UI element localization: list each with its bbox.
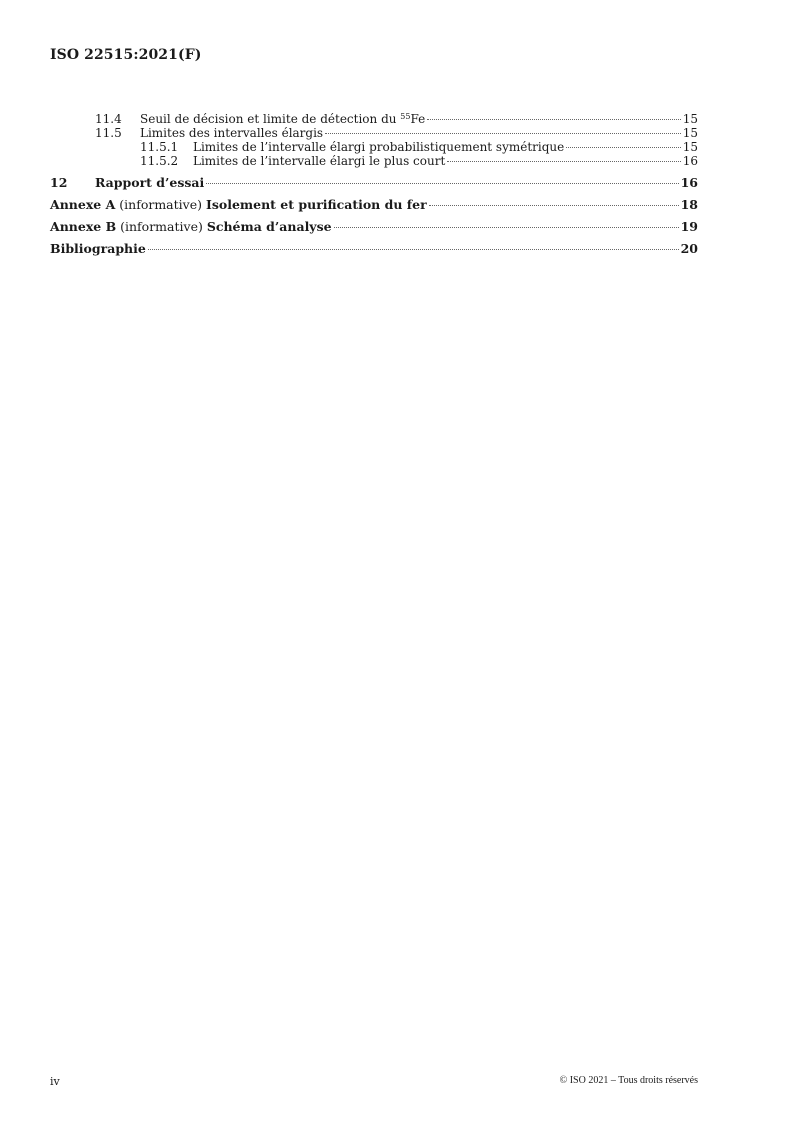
toc-page-number: 19 bbox=[680, 219, 698, 234]
toc-entry-title: Seuil de décision et limite de détection du $^{55}$Fe bbox=[140, 112, 426, 126]
toc-page-number: 15 bbox=[682, 112, 698, 126]
footer-copyright: © ISO 2021 – Tous droits réservés bbox=[559, 1075, 698, 1086]
dot-leader bbox=[148, 249, 679, 250]
toc-entry-title: Rapport d’essai bbox=[95, 175, 205, 190]
annex-label: Annexe B bbox=[50, 219, 117, 234]
toc-page-number: 16 bbox=[680, 175, 698, 190]
toc-entry-number: 11.5 bbox=[95, 126, 122, 140]
dot-leader bbox=[334, 227, 679, 228]
toc-entry-annex-b[interactable] bbox=[50, 216, 698, 238]
toc-entry-title bbox=[50, 194, 427, 216]
toc-page-number: 16 bbox=[682, 154, 698, 168]
document-id: ISO 22515:2021(F) bbox=[50, 47, 202, 63]
footer-page-number: iv bbox=[50, 1075, 60, 1088]
dot-leader bbox=[429, 205, 679, 206]
toc-entry-11-5-2[interactable] bbox=[50, 154, 698, 168]
table-of-contents bbox=[50, 112, 698, 260]
toc-entry-number: 11.5.2 bbox=[140, 154, 179, 168]
toc-entry-annex-a[interactable] bbox=[50, 194, 698, 216]
toc-entry-title: Limites de l’intervalle élargi probabilistiquement symétrique bbox=[193, 140, 565, 154]
toc-entry-number: 12 bbox=[50, 175, 68, 190]
annex-qualifier: (informative) bbox=[115, 197, 206, 212]
toc-entry-bibliography[interactable] bbox=[50, 238, 698, 260]
dot-leader bbox=[566, 147, 680, 148]
toc-entry-11-4[interactable] bbox=[50, 112, 698, 126]
toc-page-number: 18 bbox=[680, 197, 698, 212]
dot-leader bbox=[447, 161, 680, 162]
annex-title: Schéma d’analyse bbox=[206, 219, 332, 234]
annex-qualifier: (informative) bbox=[116, 219, 207, 234]
toc-entry-12[interactable] bbox=[50, 172, 698, 194]
toc-entry-11-5[interactable] bbox=[50, 126, 698, 140]
dot-leader bbox=[325, 133, 681, 134]
annex-title: Isolement et purification du fer bbox=[205, 197, 427, 212]
annex-label: Annexe A bbox=[50, 197, 116, 212]
toc-page-number: 15 bbox=[682, 140, 698, 154]
toc-page-number: 20 bbox=[680, 241, 698, 256]
toc-entry-number: 11.4 bbox=[95, 112, 122, 126]
dot-leader bbox=[206, 183, 678, 184]
toc-page-number: 15 bbox=[682, 126, 698, 140]
toc-entry-title: Bibliographie bbox=[50, 241, 146, 256]
dot-leader bbox=[427, 119, 680, 120]
toc-entry-title: Limites des intervalles élargis bbox=[140, 126, 324, 140]
isotope-superscript: 55 bbox=[400, 112, 411, 121]
toc-entry-title: Limites de l’intervalle élargi le plus court bbox=[193, 154, 446, 168]
toc-entry-number: 11.5.1 bbox=[140, 140, 179, 154]
toc-entry-title bbox=[50, 216, 332, 238]
toc-entry-11-5-1[interactable] bbox=[50, 140, 698, 154]
